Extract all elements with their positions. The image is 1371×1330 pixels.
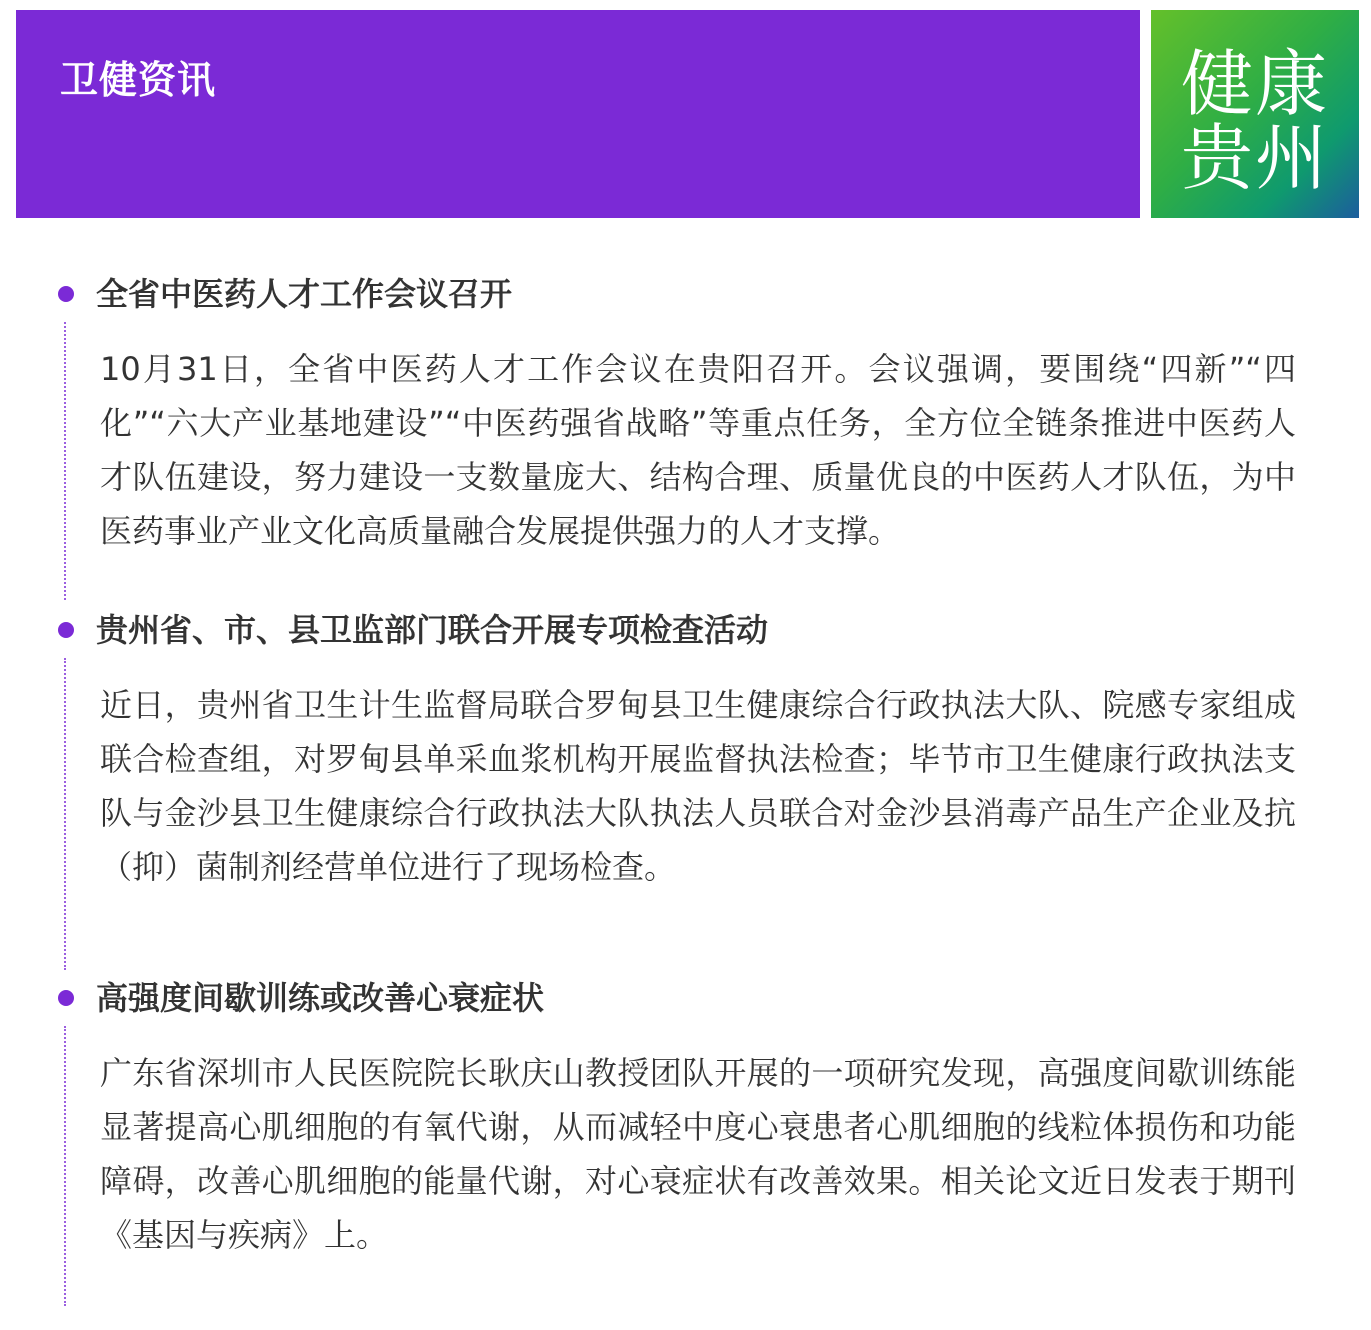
news-body: 广东省深圳市人民医院院长耿庆山教授团队开展的一项研究发现，高强度间歇训练能显著提高心肌细胞的有氧代谢，从而减轻中度心衰患者心肌细胞的线粒体损伤和功能障碍，改善心肌细胞的能量代谢，对心衰症状有改善效果。相关论文近日发表于期刊《基因与疾病》上。: [100, 1054, 1296, 1254]
news-title: 高强度间歇训练或改善心衰症状: [96, 979, 545, 1017]
timeline-divider: [64, 1026, 66, 1306]
health-guizhou-logo: [1151, 10, 1359, 218]
bullet-dot-icon: [58, 286, 74, 302]
news-title: 全省中医药人才工作会议召开: [96, 275, 513, 313]
news-title: 贵州省、市、县卫监部门联合开展专项检查活动: [96, 611, 769, 649]
timeline-divider: [64, 322, 66, 600]
bullet-dot-icon: [58, 622, 74, 638]
news-body: 10月31日，全省中医药人才工作会议在贵阳召开。会议强调，要围绕“四新”“四化”“六大产业基地建设”“中医药强省战略”等重点任务，全方位全链条推进中医药人才队伍建设，努力建设一支数量庞大、结构合理、质量优良的中医药人才队伍，为中医药事业产业文化高质量融合发展提供强力的人才支撑。: [100, 350, 1296, 550]
section-title: 卫健资讯: [60, 58, 217, 102]
logo-text-line-2: 贵州: [1180, 116, 1329, 200]
news-body: 近日，贵州省卫生计生监督局联合罗甸县卫生健康综合行政执法大队、院感专家组成联合检查组，对罗甸县单采血浆机构开展监督执法检查；毕节市卫生健康行政执法支队与金沙县卫生健康综合行政执法大队执法人员联合对金沙县消毒产品生产企业及抗（抑）菌制剂经营单位进行了现场检查。: [100, 686, 1296, 886]
logo-text-line-1: 健康: [1180, 42, 1329, 126]
header-banner: [16, 10, 1140, 218]
bullet-dot-icon: [58, 990, 74, 1006]
timeline-divider: [64, 658, 66, 970]
